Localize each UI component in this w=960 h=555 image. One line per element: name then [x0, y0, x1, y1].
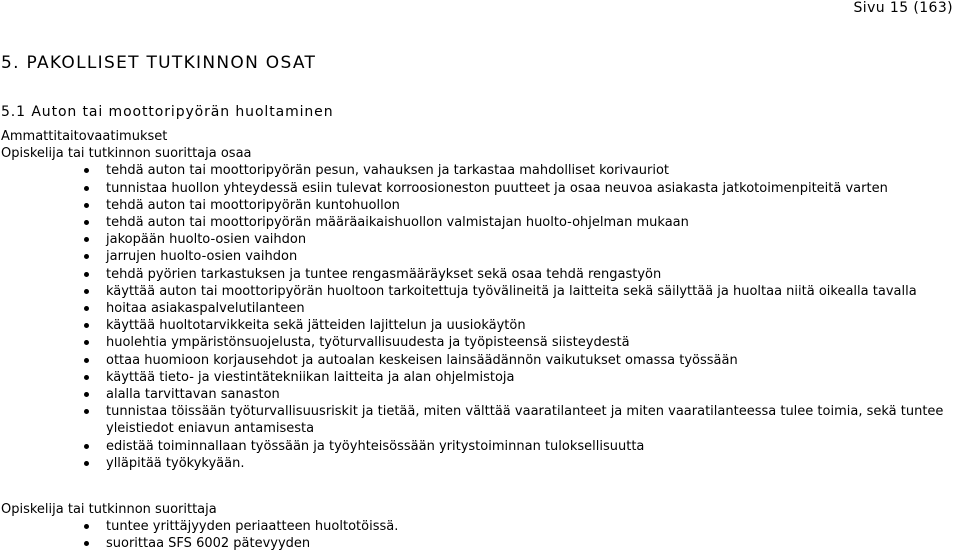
completion-list	[1, 518, 960, 552]
section-title: 5.1 Auton tai moottoripyörän huoltaminen	[1, 104, 334, 120]
bullet-icon	[84, 237, 89, 242]
bullet-icon	[84, 340, 89, 345]
list-item-text: ottaa huomioon korjausehdot ja autoalan keskeisen lainsäädännön vaikutukset omassa työssään	[106, 352, 738, 368]
requirements-intro: Opiskelija tai tutkinnon suorittaja osaa	[1, 146, 252, 162]
bullet-icon	[84, 409, 89, 414]
list-item-text: käyttää huoltotarvikkeita sekä jätteiden lajittelun ja uusiokäytön	[106, 318, 526, 334]
list-item-text: tehdä auton tai moottoripyörän kuntohuollon	[106, 197, 400, 213]
list-item-text: huolehtia ympäristönsuojelusta, työturvallisuudesta ja työpisteensä siisteydestä	[106, 335, 630, 351]
list-item-text: käyttää tieto- ja viestintätekniikan laitteita ja alan ohjelmistoja	[106, 369, 515, 385]
list-item-text: tunnistaa huollon yhteydessä esiin tulevat korroosioneston puutteet ja osaa neuvoa asiakasta jatkotoimenpiteitä varten	[106, 180, 888, 196]
bullet-icon	[84, 524, 89, 529]
bullet-icon	[84, 461, 89, 466]
list-item	[1, 214, 960, 231]
list-item-text: ylläpitää työkykyään.	[106, 455, 245, 471]
list-item	[1, 180, 960, 197]
bullet-icon	[84, 306, 89, 311]
list-item-text: käyttää auton tai moottoripyörän huoltoon tarkoitettuja työvälineitä ja laitteita sekä säilyttää ja huoltaa niitä oikealla tavalla	[106, 283, 917, 299]
list-item	[1, 197, 960, 214]
page-number: Sivu 15 (163)	[853, 0, 953, 16]
bullet-icon	[84, 272, 89, 277]
list-item-text: alalla tarvittavan sanaston	[106, 387, 280, 403]
list-item	[1, 317, 960, 334]
list-item-text: hoitaa asiakaspalvelutilanteen	[106, 301, 305, 317]
bullet-icon	[84, 444, 89, 449]
list-item	[1, 248, 960, 265]
bullet-icon	[84, 358, 89, 363]
requirements-heading: Ammattitaitovaatimukset	[1, 129, 168, 144]
bullet-icon	[84, 323, 89, 328]
bullet-icon	[84, 392, 89, 397]
list-item-text: jarrujen huolto-osien vaihdon	[106, 249, 298, 265]
list-item-text: jakopään huolto-osien vaihdon	[106, 232, 307, 248]
list-item-text: tehdä auton tai moottoripyörän määräaikaishuollon valmistajan huolto-ohjelman mukaan	[106, 215, 689, 231]
list-item	[1, 334, 960, 351]
list-item	[1, 535, 960, 552]
list-item-text: tehdä pyörien tarkastuksen ja tuntee rengasmääräykset sekä osaa tehdä rengastyön	[106, 266, 662, 282]
bullet-icon	[84, 289, 89, 294]
list-item-text: tunnistaa töissään työturvallisuusriskit ja tietää, miten välttää vaaratilanteet ja miten vaaratilanteessa tulee toimia, sekä tuntee yleistiedot eniavun antamisesta	[106, 404, 944, 437]
requirements-section	[1, 128, 960, 472]
requirements-list	[1, 162, 960, 472]
list-item	[1, 369, 960, 386]
completion-intro: Opiskelija tai tutkinnon suorittaja	[1, 502, 217, 517]
bullet-icon	[84, 203, 89, 208]
list-item	[1, 455, 960, 472]
list-item	[1, 386, 960, 403]
bullet-icon	[84, 186, 89, 191]
list-item	[1, 403, 960, 437]
chapter-title: 5. PAKOLLISET TUTKINNON OSAT	[1, 53, 317, 73]
bullet-icon	[84, 375, 89, 380]
bullet-icon	[84, 541, 89, 546]
list-item	[1, 352, 960, 369]
list-item-text: suorittaa SFS 6002 pätevyyden	[106, 536, 311, 552]
bullet-icon	[84, 220, 89, 225]
list-item	[1, 266, 960, 283]
list-item	[1, 438, 960, 455]
list-item	[1, 518, 960, 535]
list-item-text: tehdä auton tai moottoripyörän pesun, vahauksen ja tarkastaa mahdolliset korivauriot	[106, 163, 670, 179]
list-item	[1, 300, 960, 317]
list-item-text: tuntee yrittäjyyden periaatteen huoltotöissä.	[106, 519, 399, 535]
bullet-icon	[84, 168, 89, 173]
list-item-text: edistää toiminnallaan työssään ja työyhteisössään yritystoiminnan tuloksellisuutta	[106, 438, 645, 454]
list-item	[1, 231, 960, 248]
bullet-icon	[84, 254, 89, 259]
list-item	[1, 162, 960, 179]
list-item	[1, 283, 960, 300]
completion-section	[1, 501, 960, 553]
